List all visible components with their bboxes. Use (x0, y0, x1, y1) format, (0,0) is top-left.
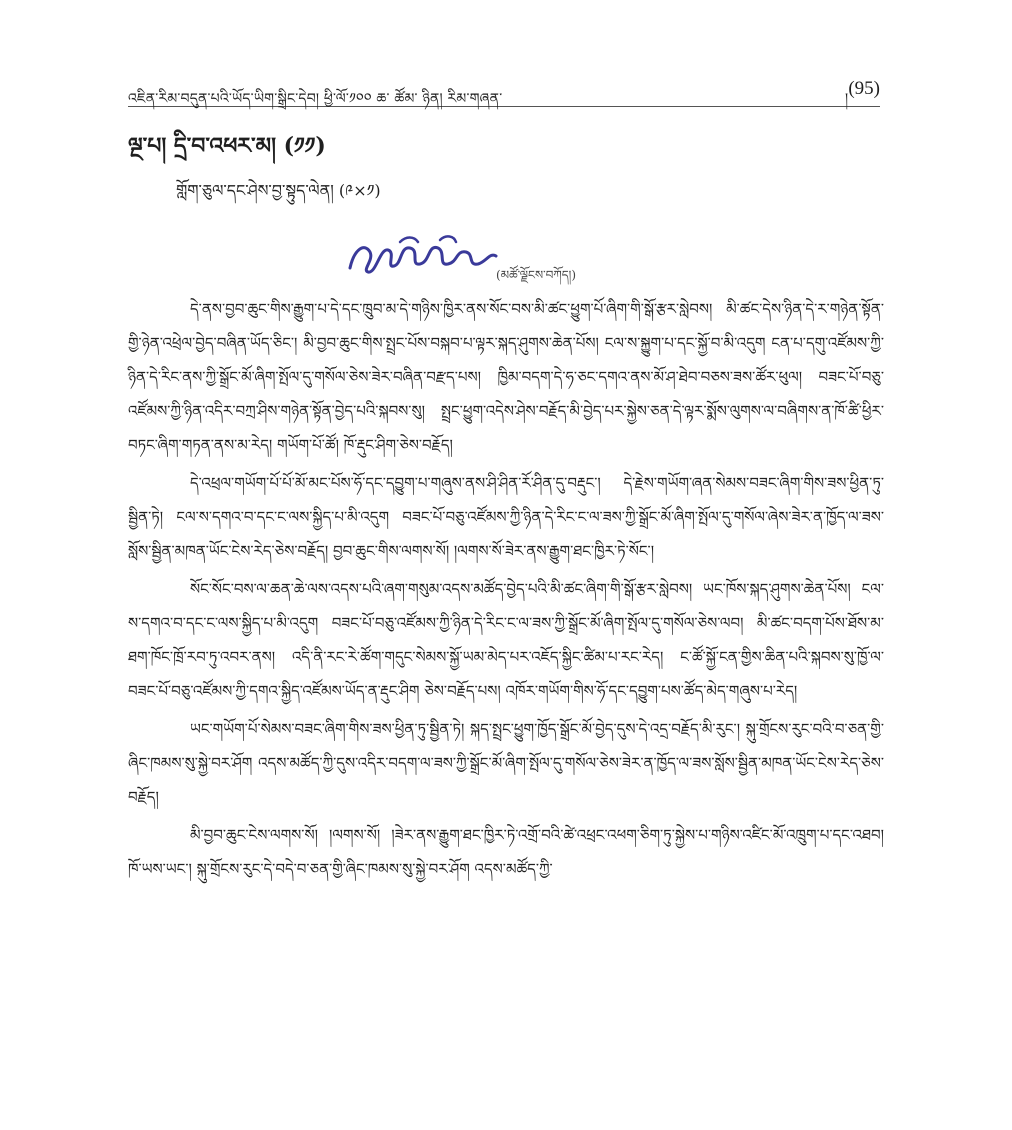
paragraph: མི་བྱབ་ཆུང་ངེས་ལགས་སོ། །ལགས་སོ། །ཟེར་ནས་རྒྱུག་ཐང་ཁྱིར་ཏེ་འགྲོ་བའི་ཚེ་འཕྲང་འཕག་ཅིག་ཏུ་སྐྱེས་པ་གཉིས་འཛིང་མོ་འཁྲུག་པ་དང་འཐབ། ཁོ་ཡས་ཡང་། སྐུ་གྲོངས་རུང་དེ་བདེ་བ་ཅན་གྱི་ཞིང་ཁམས་སུ་སྐྱེ་བར་ཤོག འདས་མཚོད་ཀྱི་ (128, 826, 884, 878)
paragraph: སོང་སོང་བས་ལ་ཆན་ཆེ་ལས་འདས་པའི་ཞག་གསུམ་འདས་མཚོད་བྱེད་པའི་མི་ཚང་ཞིག་གི་སྒོ་རྩར་སླེབས། ཡང་ཁོས་སྐད་ཤུགས་ཆེན་པོས། ངལ་ས་དགའ་བ་དང་ང་ལས་སྐྱིད་པ་མི་འདུག བཟང་པོ་བཅུ་འཛོམས་ཀྱི་ཉིན་དེ་རིང་ང་ལ་ཟས་ཀྱི་སྒྲོང་མོ་ཞིག་སྤོལ་དུ་གསོལ་ཅེས་ལབ། མི་ཚང་བདག་པོས་ཐོས་མ་ཐག་ཁོང་ཁྲོ་རབ་ཏུ་འབར་ནས། འདི་ནི་རང་རེ་ཚོག་གདུང་སེམས་སྐྱོ་ཡམ་མེད་པར་འཇོད་སྐྱིང་ཚིམ་པ་རང་རེད། ང་ཚོ་སྐྱོ་ངན་གྱིས་ཆིན་པའི་སྐབས་སུ་ཁྱོ་ལ་བཟང་པོ་བཅུ་འཛོམས་ཀྱི་དགའ་སྐྱིད་འཛོམས་ཡོད་ན་རྡུང་ཤིག ཅེས་བརྗོད་པས། འཁོར་གཡོག་གིས་ཧོ་དང་དབྱུག་པས་ཚོད་མེད་གཞུས་པ་རེད། (128, 580, 884, 700)
paragraph: ཡང་གཡོག་པོ་སེམས་བཟང་ཞིག་གིས་ཟས་ཕྱིན་ཏུ་སྦྱིན་ཏེ། སྐད་སྤྲང་ཕྱུག་ཁྱོད་སྒྲོང་མོ་བྱེད་དུས་དེ་འདྲ་བརྗོད་མི་རུང་། སྐུ་གྲོངས་རུང་བའི་བ་ཅན་གྱི་ཞིང་ཁམས་སུ་སྐྱེ་བར་ཤོག འདས་མཚོད་ཀྱི་དུས་འདིར་བདག་ལ་ཟས་ཀྱི་སྒྲོང་མོ་ཞིག་སྤོལ་དུ་གསོལ་ཅེས་ཟེར་ན་ཁྱོད་ལ་ཟས་སློས་སྦྱིན་མཁན་ཡོང་ངེས་རེད་ཅེས་བརྗོད། (128, 720, 884, 806)
paragraph: དེ་འཕྲལ་གཡོག་པོ་པོ་མོ་མང་པོས་ཧོ་དང་དབྱུག་པ་གཞུས་ནས་ཤི་ཤིན་རོ་ཤིན་དུ་བརྡུང་། དེ་རྗེས་གཡོག་ཞན་སེམས་བཟང་ཞིག་གིས་ཟས་ཕྱིན་ཏུ་སྦྱིན་ཏེ། ངལ་ས་དགའ་བ་དང་ང་ལས་སྐྱིད་པ་མི་འདུག བཟང་པོ་བཅུ་འཛོམས་ཀྱི་ཉིན་དེ་རིང་ང་ལ་ཟས་ཀྱི་སྒྲོང་མོ་ཞིག་སྤོལ་དུ་གསོལ་ཞེས་ཟེར་ན་ཁྱོད་ལ་ཟས་སློས་སྦྱིན་མཁན་ཡོང་ངེས་རེད་ཅེས་བརྗོད། བྱབ་ཆུང་གིས་ལགས་སོ། །ལགས་སོ་ཟེར་ནས་རྒྱུག་ཐང་ཁྱིར་ཏེ་སོང་། (128, 474, 884, 560)
running-title: འཇིན་རིམ་བདུན་པའི་ཡོད་ཡིག་སྒྲིང་དེབ། ཕྱི་ལོ་༡༠༠ ཆ་ ཚོམ་ ཉིན། རིམ་གཞན་ (128, 91, 503, 107)
body-text (128, 292, 884, 890)
signature-note: (མཚོ་ལྗོངས་བཀོད།) (496, 268, 577, 282)
section-title: ལྔ་པ། དྲི་བ་འཕར་མ། (༡༡) (128, 133, 326, 159)
section-subtitle: གློག་ཅུལ་དང་ཤེས་བྱ་སྟུད་ལེན། (༩×༡) (176, 181, 381, 200)
header-separator: ། (845, 91, 849, 107)
handwritten-signature (340, 230, 640, 280)
running-header (128, 78, 880, 107)
paragraph: དེ་ནས་བྱབ་ཆུང་གིས་རྒྱུག་པ་དེ་དང་ཁྲུབ་མ་དེ་གཉིས་ཁྱིར་ནས་སོང་བས་མི་ཚང་ཕྱུག་པོ་ཞིག་གི་སྒོ་རྩར་སླེབས། མི་ཚང་དེས་ཉིན་དེ་ར་གཉེན་སྟོན་གྱི་ཉེན་འཕྲེལ་བྱེད་བཞིན་ཡོད་ཅིང་། མི་བྱབ་ཆུང་གིས་སྤྲང་པོས་བསྐབ་པ་ལྟར་སྐད་ཤུགས་ཆེན་པོས། ངལ་ས་སྐྱུག་པ་དང་སྐྱོ་བ་མི་འདུག ངན་པ་དགུ་འཛོམས་ཀྱི་ཉིན་དེ་རིང་ནས་ཀྱི་སྒྲོང་མོ་ཞིག་སྤོལ་དུ་གསོལ་ཅེས་ཟེར་བཞིན་བརྫད་པས། ཁྱིམ་བདག་དེ་ཧ་ཅང་དགའ་ནས་མོ་ཤ་ཐེབ་བཅས་ཟས་ཚོར་ཕུལ། བཟང་པོ་བཅུ་འཛོམས་ཀྱི་ཉིན་འདིར་བཀྲ་ཤིས་གཉེན་སྟོན་བྱེད་པའི་སྐབས་སུ། སྤྲང་ཕྱུག་འདེས་ཤེས་བརྗོད་མི་བྱེད་པར་སྐྱེས་ཅན་དེ་ལྟར་སྨོས་ལུགས་ལ་བཞིགས་ན་ཁོ་ཚི་ཕྱིར་བཏང་ཞིག་གཏན་ནས་མ་རེད། གཡོག་པོ་ཚོ། ཁོ་རྡུང་ཤིག་ཅེས་བརྗོད། (128, 300, 884, 454)
page-number: (95) (848, 78, 880, 99)
